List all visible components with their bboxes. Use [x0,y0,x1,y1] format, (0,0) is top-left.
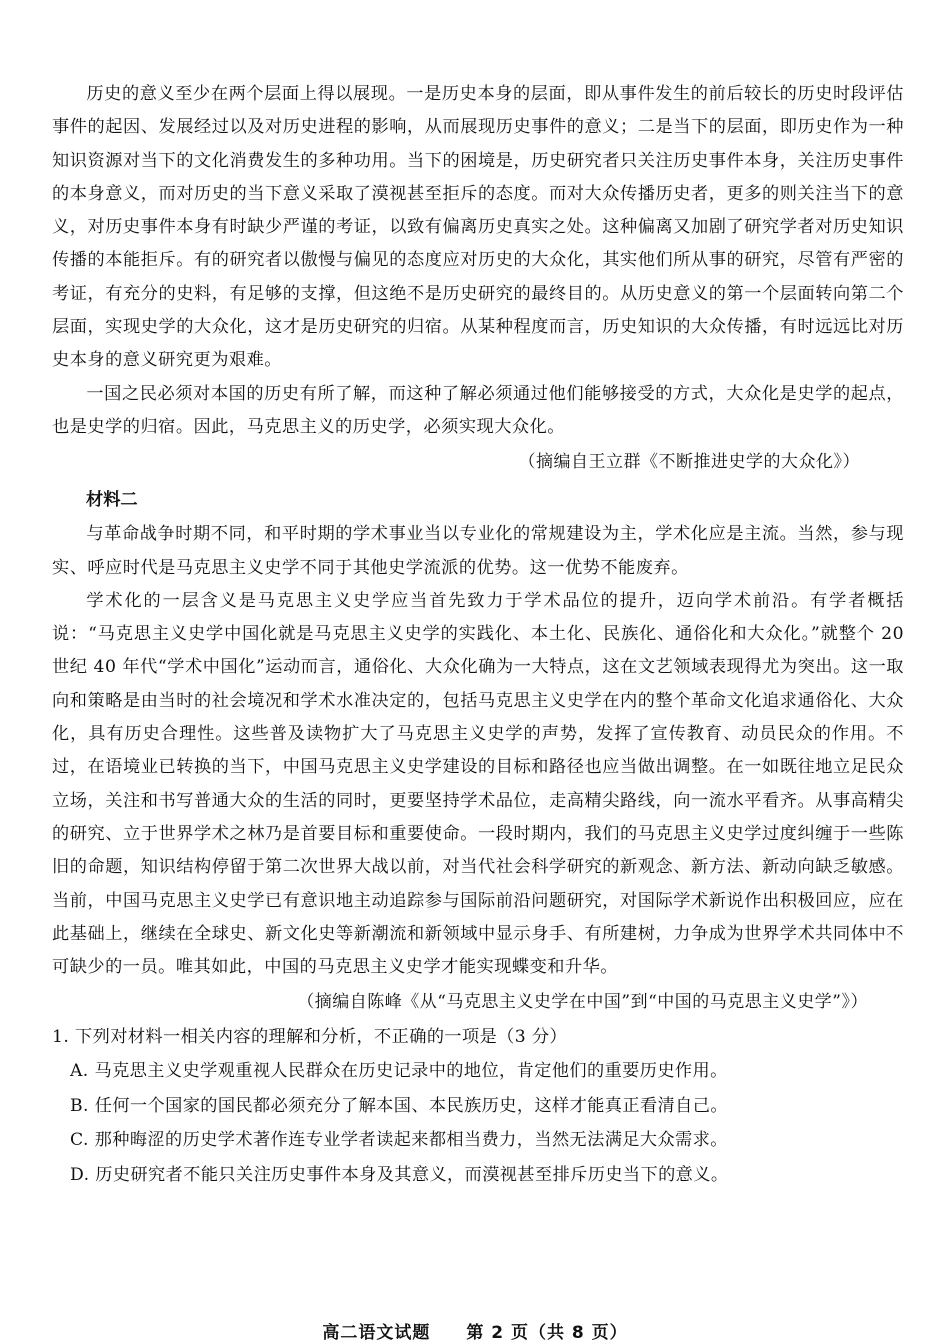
question-1-option-a: A. 马克思主义史学观重视人民群众在历史记录中的地位，肯定他们的重要历史作用。 [70,1061,728,1082]
material-two-heading: 材料二 [86,490,138,511]
page-content [52,78,904,1192]
material-two-source: （摘编自陈峰《从“马克思主义史学在中国”到“中国的马克思主义史学”》） [297,992,868,1013]
material-one-paragraph-1: 历史的意义至少在两个层面上得以展现。一是历史本身的层面，即从事件发生的前后较长的历史时段评估事件的起因、发展经过以及对历史进程的影响，从而展现历史事件的意义；二是当下的层面，即历史作为一种知识资源对当下的文化消费发生的多种功用。当下的困境是，历史研究者只关注历史事件本身，关注历史事件的本身意义，而对历史的当下意义采取了漠视甚至拒斥的态度。而对大众传播历史者，更多的则关注当下的意义，对历史事件本身有时缺少严谨的考证，以致有偏离历史真实之处。这种偏离又加剧了研究学者对历史知识传播的本能拒斥。有的研究者以傲慢与偏见的态度应对历史的大众化，其实他们所从事的研究，尽管有严密的考证，有充分的史料，有足够的支撑，但这绝不是历史研究的最终目的。从历史意义的第一个层面转向第二个层面，实现史学的大众化，这才是历史研究的归宿。从某种程度而言，历史知识的大众传播，有时远远比对历史本身的意义研究更为艰难。 [52,84,904,371]
material-one-paragraph-2: 一国之民必须对本国的历史有所了解，而这种了解必须通过他们能够接受的方式，大众化是史学的起点，也是史学的归宿。因此，马克思主义的历史学，必须实现大众化。 [52,383,904,437]
material-two-paragraph-1: 与革命战争时期不同，和平时期的学术事业当以专业化的常规建设为主，学术化应是主流。当然，参与现实、呼应时代是马克思主义史学不同于其他史学流派的优势。这一优势不能废弃。 [52,524,904,578]
question-1-option-c: C. 那种晦涩的历史学术著作连专业学者读起来都相当费力，当然无法满足大众需求。 [70,1130,728,1151]
question-1-option-b: B. 任何一个国家的国民都必须充分了解本国、本民族历史，这样才能真正看清自己。 [70,1095,728,1116]
page-footer: 高二语文试题 第 2 页（共 8 页） [322,1323,628,1343]
question-1-option-d: D. 历史研究者不能只关注历史事件本身及其意义，而漠视甚至排斥历史当下的意义。 [70,1164,729,1185]
material-two-paragraph-2: 学术化的一层含义是马克思主义史学应当首先致力于学术品位的提升，迈向学术前沿。有学者概括说：“马克思主义史学中国化就是马克思主义史学的实践化、本土化、民族化、通俗化和大众化。”就整个 20 世纪 40 年代“学术中国化”运动而言，通俗化、大众化确为一大特点，这在文艺领域表现得尤为突出。这一取向和策略是由当时的社会境况和学术水准决定的，包括马克思主义史学在内的整个革命文化追求通俗化、大众化，具有历史合理性。这些普及读物扩大了马克思主义史学的声势，发挥了宣传教育、动员民众的作用。不过，在语境业已转换的当下，中国马克思主义史学建设的目标和路径也应当做出调整。在一如既往地立足民众立场，关注和书写普通大众的生活的同时，更要坚持学术品位，走高精尖路线，向一流水平看齐。从事高精尖的研究、立于世界学术之林乃是首要目标和重要使命。一段时期内，我们的马克思主义史学过度纠缠于一些陈旧的命题，知识结构停留于第二次世界大战以前，对当代社会科学研究的新观念、新方法、新动向缺乏敏感。当前，中国马克思主义史学已有意识地主动追踪参与国际前沿问题研究，对国际学术新说作出积极回应，应在此基础上，继续在全球史、新文化史等新潮流和新领域中显示身手、有所建树，力争成为世界学术共同体中不可缺少的一员。唯其如此，中国的马克思主义史学才能实现蝶变和升华。 [52,590,904,978]
material-one-source: （摘编自王立群《不断推进史学的大众化》） [518,452,860,473]
question-1-stem: 1. 下列对材料一相关内容的理解和分析，不正确的一项是（3 分） [52,1027,568,1048]
